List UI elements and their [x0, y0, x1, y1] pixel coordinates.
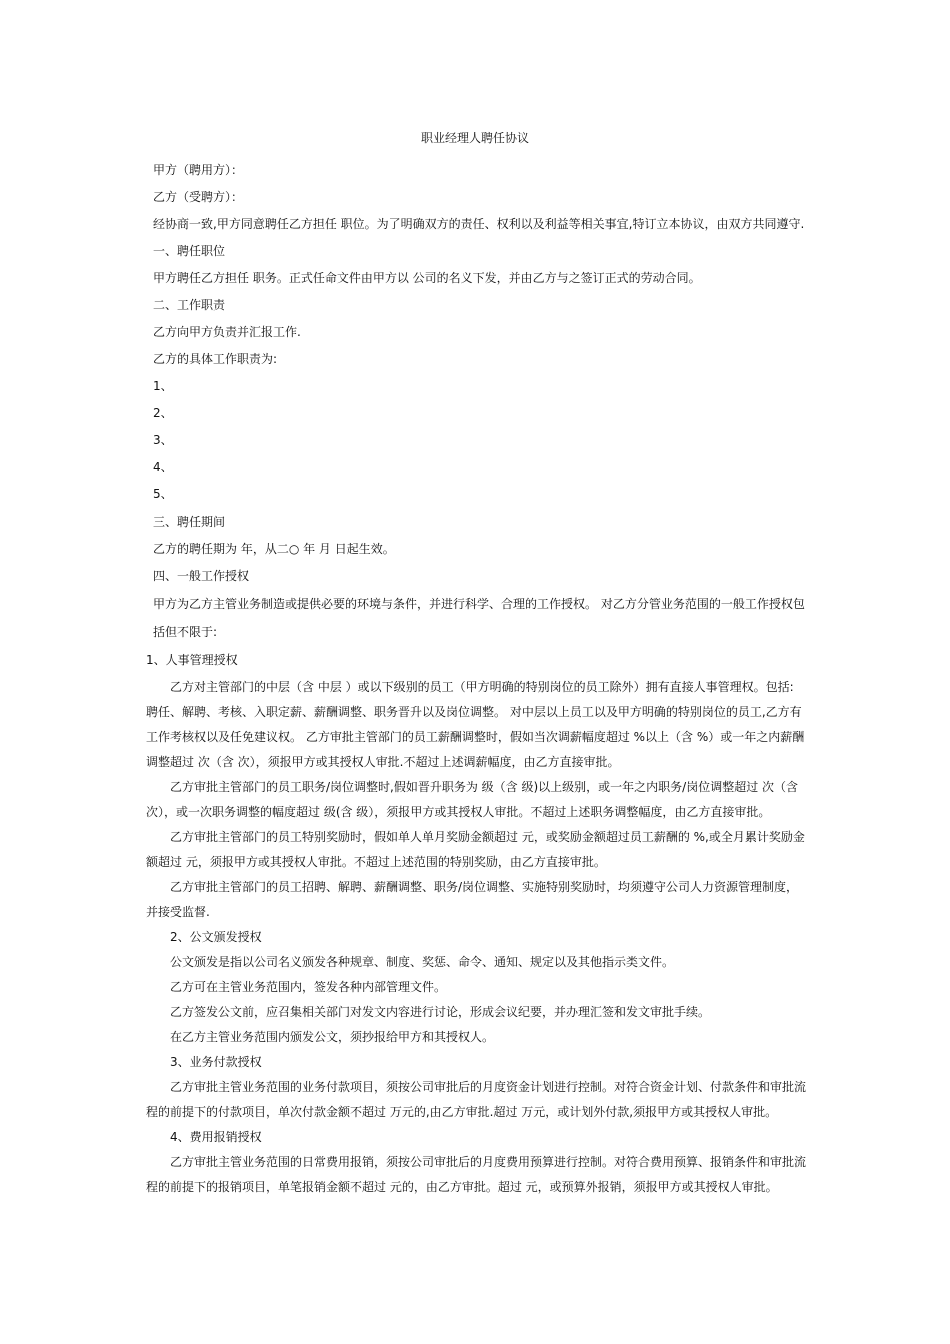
duty-item-1: 1、 [153, 379, 173, 393]
section-2-heading: 二、工作职责 [153, 298, 226, 312]
document-paragraph-1: 公文颁发是指以公司名义颁发各种规章、制度、奖惩、命令、通知、规定以及其他指示类文件。 [170, 955, 675, 969]
payment-paragraph-line-2: 程的前提下的付款项目，单次付款金额不超过 万元的,由乙方审批.超过 万元，或计划外付款,须报甲方或其授权人审批。 [146, 1105, 778, 1119]
document-paragraph-3: 乙方签发公文前，应召集相关部门对发文内容进行讨论，形成会议纪要，并办理汇签和发文审批手续。 [170, 1005, 711, 1019]
section-4-heading: 四、一般工作授权 [153, 569, 250, 583]
section-4-text-line-1: 甲方为乙方主管业务制造或提供必要的环境与条件，并进行科学、合理的工作授权。 对乙方分管业务范围的一般工作授权包 [153, 597, 805, 611]
party-b-line: 乙方（受聘方）： [153, 190, 244, 204]
hr-paragraph-2-line-1: 乙方审批主管部门的员工职务/岗位调整时,假如晋升职务为 级（含 级)以上级别，或一年之内职务/岗位调整超过 次（含 [170, 780, 799, 794]
duty-item-3: 3、 [153, 433, 173, 447]
section-3-heading: 三、聘任期间 [153, 515, 226, 529]
document-authority-heading: 2、公文颁发授权 [170, 930, 262, 944]
expense-authority-heading: 4、费用报销授权 [170, 1130, 262, 1144]
section-1-text: 甲方聘任乙方担任 职务。正式任命文件由甲方以 公司的名义下发，并由乙方与之签订正式的劳动合同。 [153, 271, 701, 285]
hr-paragraph-3-line-1: 乙方审批主管部门的员工特别奖励时，假如单人单月奖励金额超过 元，或奖励金额超过员工薪酬的 %,或全月累计奖励金 [170, 830, 805, 844]
section-3-text: 乙方的聘任期为 年，从二○ 年 月 日起生效。 [153, 542, 395, 556]
hr-paragraph-1-line-4: 调整超过 次（含 次），须报甲方或其授权人审批.不超过上述调薪幅度，由乙方直接审批。 [146, 755, 620, 769]
payment-authority-heading: 3、业务付款授权 [170, 1055, 262, 1069]
party-a-line: 甲方（聘用方）： [153, 163, 244, 177]
document-paragraph-4: 在乙方主管业务范围内颁发公文，须抄报给甲方和其授权人。 [170, 1030, 495, 1044]
duty-item-4: 4、 [153, 460, 173, 474]
hr-paragraph-1-line-2: 聘任、解聘、考核、入职定薪、薪酬调整、职务晋升以及岗位调整。 对中层以上员工以及甲方明确的特别岗位的员工,乙方有 [146, 705, 802, 719]
hr-paragraph-4-line-1: 乙方审批主管部门的员工招聘、解聘、薪酬调整、职务/岗位调整、实施特别奖励时，均须遵守公司人力资源管理制度， [170, 880, 799, 894]
expense-paragraph-line-1: 乙方审批主管业务范围的日常费用报销，须按公司审批后的月度费用预算进行控制。对符合费用预算、报销条件和审批流 [170, 1155, 807, 1169]
section-1-heading: 一、聘任职位 [153, 244, 226, 258]
intro-paragraph: 经协商一致,甲方同意聘任乙方担任 职位。为了明确双方的责任、权利以及利益等相关事宜,特订立本协议，由双方共同遵守. [153, 217, 805, 231]
section-2-text-1: 乙方向甲方负责并汇报工作. [153, 325, 301, 339]
section-2-text-2: 乙方的具体工作职责为: [153, 352, 278, 366]
hr-paragraph-3-line-2: 额超过 元，须报甲方或其授权人审批。不超过上述范围的特别奖励，由乙方直接审批。 [146, 855, 606, 869]
hr-paragraph-1-line-1: 乙方对主管部门的中层（含 中层 ）或以下级别的员工（甲方明确的特别岗位的员工除外）拥有直接人事管理权。包括: [170, 680, 794, 694]
section-4-text-line-2: 括但不限于: [153, 625, 218, 639]
expense-paragraph-line-2: 程的前提下的报销项目，单笔报销金额不超过 元的，由乙方审批。超过 元，或预算外报销，须报甲方或其授权人审批。 [146, 1180, 778, 1194]
hr-paragraph-4-line-2: 并接受监督. [146, 905, 210, 919]
document-title: 职业经理人聘任协议 [420, 131, 529, 145]
hr-paragraph-2-line-2: 次），或一次职务调整的幅度超过 级(含 级），须报甲方或其授权人审批。不超过上述职务调整幅度，由乙方直接审批。 [146, 805, 771, 819]
hr-authority-heading: 1、人事管理授权 [146, 653, 238, 667]
payment-paragraph-line-1: 乙方审批主管业务范围的业务付款项目，须按公司审批后的月度资金计划进行控制。对符合资金计划、付款条件和审批流 [170, 1080, 807, 1094]
hr-paragraph-1-line-3: 工作考核权以及任免建议权。 乙方审批主管部门的员工薪酬调整时，假如当次调薪幅度超过 %以上（含 %）或一年之内薪酬 [146, 730, 805, 744]
document-paragraph-2: 乙方可在主管业务范围内，签发各种内部管理文件。 [170, 980, 447, 994]
duty-item-2: 2、 [153, 406, 173, 420]
duty-item-5: 5、 [153, 487, 173, 501]
